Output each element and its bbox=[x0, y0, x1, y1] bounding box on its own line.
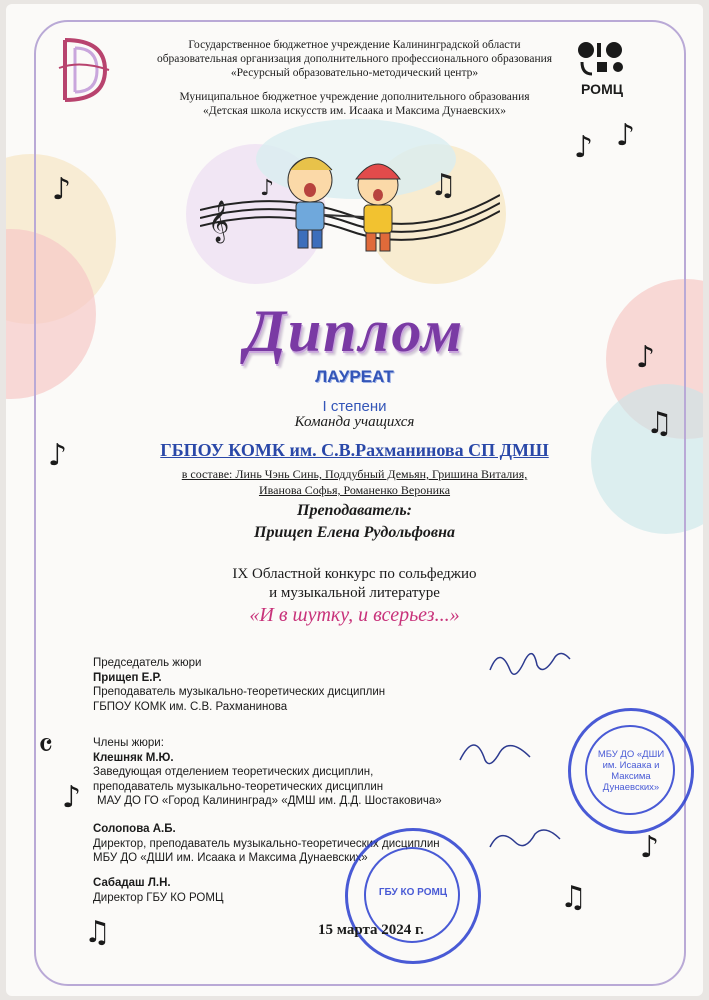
jury-member2-name: Солопова А.Б. bbox=[93, 823, 176, 835]
degree-label: I степени bbox=[322, 398, 387, 415]
jury-member1-position2: преподаватель музыкально-теоретических дисциплин bbox=[93, 780, 384, 793]
header-line4: Муниципальное бюджетное учреждение дополнительного образования bbox=[179, 91, 530, 103]
music-note-icon: ♫ bbox=[84, 915, 111, 950]
jury-chair-position1: Преподаватель музыкально-теоретических дисциплин bbox=[93, 686, 386, 698]
jury-member3-name: Сабадаш Л.Н. bbox=[93, 877, 171, 889]
music-note-icon: 𝄴 bbox=[38, 726, 54, 766]
laureate-status: ЛАУРЕАТ bbox=[315, 367, 394, 386]
contest-title bbox=[0, 565, 709, 603]
jury-member2-position1: Директор, преподаватель музыкально-теоретических дисциплин bbox=[93, 837, 440, 850]
romc-logo-label: РОМЦ bbox=[581, 81, 623, 97]
school-stamp-text: МБУ ДО «ДШИ им. Исаака и Максима Дунаевских» bbox=[597, 749, 665, 793]
signature-member1 bbox=[455, 730, 535, 775]
music-note-icon: ♪ bbox=[640, 830, 660, 865]
jury-chair-label: Председатель жюри bbox=[93, 657, 202, 669]
jury-members-block bbox=[93, 736, 442, 809]
jury-chair-name: Прищеп Е.Р. bbox=[93, 671, 162, 684]
header-line1: Государственное бюджетное учреждение Калининградской области bbox=[188, 39, 521, 51]
jury-member3-position1: Директор ГБУ КО РОМЦ bbox=[93, 891, 224, 904]
svg-text:♪: ♪ bbox=[260, 176, 275, 201]
music-note-icon: ♪ bbox=[48, 438, 68, 473]
team-label: Команда учащихся bbox=[294, 414, 415, 430]
header-line3: «Ресурсный образовательно-методический центр» bbox=[230, 67, 479, 79]
music-note-icon: ♫ bbox=[560, 880, 587, 915]
jury-member3-block bbox=[93, 876, 223, 905]
school-stamp bbox=[568, 708, 694, 834]
members-line1: в составе: Линь Чэнь Синь, Поддубный Демьян, Гришина Виталия, bbox=[181, 467, 528, 481]
diploma-title: Диплом bbox=[244, 298, 465, 364]
contest-line1: IX Областной конкурс по сольфеджио bbox=[232, 566, 477, 582]
contest-name: «И в шутку, и всерьез...» bbox=[249, 604, 460, 626]
members-line2: Иванова Софья, Романенко Вероника bbox=[258, 483, 451, 497]
jury-member1-position1: Заведующая отделением теоретических дисциплин, bbox=[93, 766, 374, 778]
music-note-icon: ♪ bbox=[574, 130, 594, 165]
romc-stamp-text: ГБУ КО РОМЦ bbox=[378, 887, 448, 898]
music-note-icon: ♫ bbox=[646, 406, 673, 441]
teacher-name: Прищеп Елена Рудольфовна bbox=[254, 524, 455, 541]
svg-text:♫: ♫ bbox=[430, 168, 457, 203]
header-line5: «Детская школа искусств им. Исаака и Максима Дунаевских» bbox=[202, 105, 507, 117]
singing-kids-icon bbox=[200, 135, 500, 275]
jury-members-label: Члены жюри: bbox=[93, 737, 164, 749]
music-note-icon: ♪ bbox=[62, 780, 82, 815]
music-note-icon: ♪ bbox=[636, 340, 656, 375]
romc-stamp bbox=[345, 828, 481, 964]
singing-kids-illustration bbox=[200, 135, 500, 275]
teacher-label: Преподаватель: bbox=[297, 502, 412, 519]
jury-chair-position2: ГБПОУ КОМК им. С.В. Рахманинова bbox=[93, 700, 288, 713]
jury-member2-position2: МБУ ДО «ДШИ им. Исаака и Максима Дунаевских» bbox=[93, 852, 368, 864]
school-name: ГБПОУ КОМК им. С.В.Рахманинова СП ДМШ bbox=[160, 440, 549, 460]
music-note-icon: ♪ bbox=[52, 172, 72, 207]
header bbox=[0, 38, 709, 118]
jury-member1-position3: МАУ ДО ГО «Город Калининград» «ДМШ им. Д.Д. Шостаковича» bbox=[97, 795, 442, 807]
signature-chair bbox=[485, 640, 575, 690]
jury-chair-block bbox=[93, 656, 385, 714]
issue-date: 15 марта 2024 г. bbox=[318, 922, 424, 938]
team-members bbox=[0, 466, 709, 498]
jury-member1-name: Клешняк М.Ю. bbox=[93, 751, 174, 764]
signature-member2 bbox=[485, 822, 565, 862]
svg-text:𝄞: 𝄞 bbox=[208, 201, 230, 242]
music-note-icon: ♪ bbox=[616, 118, 636, 153]
header-line2: образовательная организация дополнительного профессионального образования bbox=[156, 53, 553, 65]
contest-line2: и музыкальной литературе bbox=[269, 585, 440, 601]
